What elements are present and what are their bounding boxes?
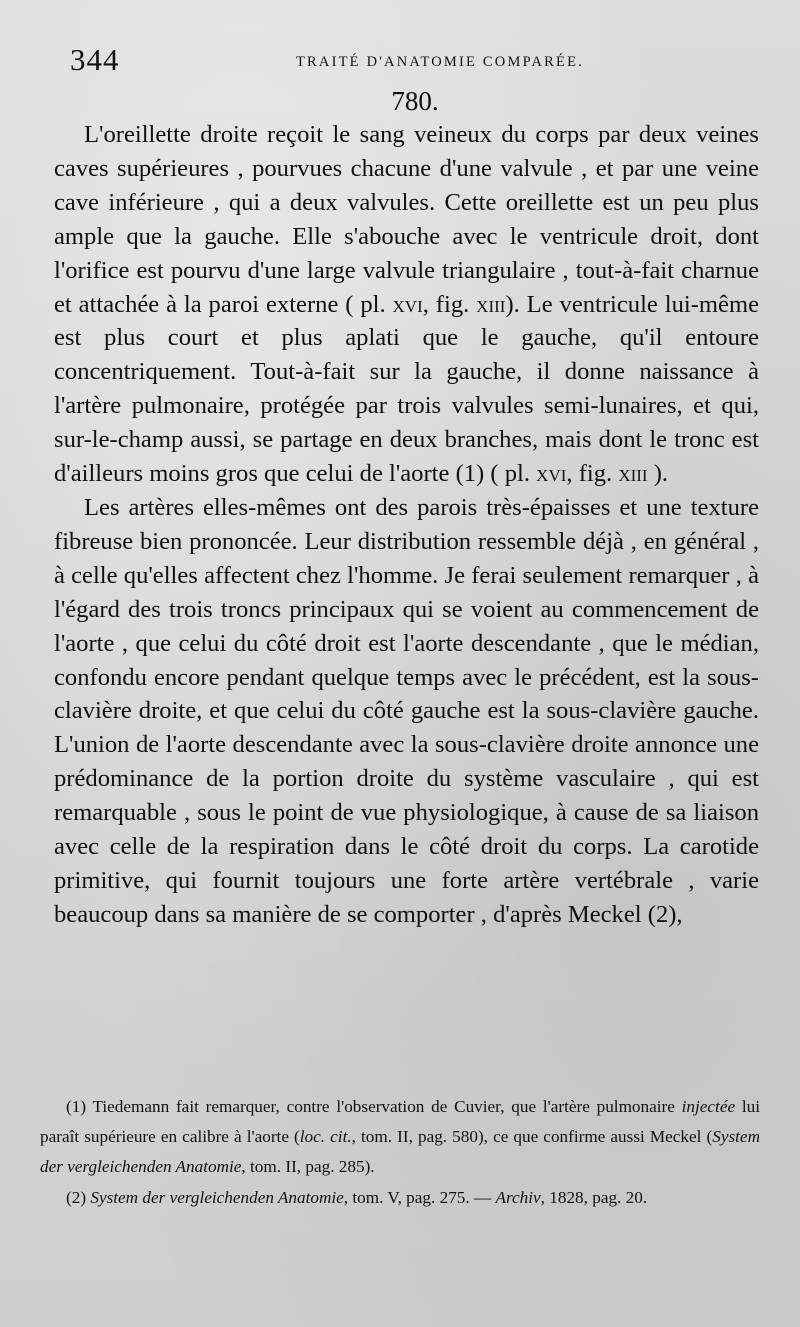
footnote-1-part-1: (1) Tiedemann fait remarquer, contre l'observation de Cuvier, que l'artère pulmonaire [66, 1097, 682, 1116]
page-header [70, 40, 770, 84]
plate-reference: xvi [392, 290, 423, 318]
footnote-2-italic-1: System der vergleichenden Anatomie [90, 1187, 344, 1207]
footnote-1-part-3: , tom. II, pag. 580), ce que confirme aussi Meckel ( [351, 1127, 713, 1147]
plate-reference: xvi [536, 460, 567, 488]
footnote-1-italic-2: loc. cit. [299, 1127, 352, 1147]
footnote-1-part-4: , tom. II, pag. 285). [241, 1157, 375, 1177]
figure-reference: xiii [476, 290, 506, 318]
footnote-2-part-2: , tom. V, pag. 275. — [343, 1187, 496, 1207]
paragraph-1-part-3: ). Le ventricule lui-même est plus court et plus aplati que le gauche, qu'il entoure concentriquement. Tout-à-fait sur la gauche, il donne naissance à l'artère pulmonaire, protégée par trois valvules semi-lunaires, et qui, sur-le-champ aussi, se partage en deux branches, mais dont le tronc est d'ailleurs moins gros que celui de l'aorte (1) ( pl. [54, 290, 759, 488]
footnote-1-italic-1: injectée [681, 1097, 736, 1116]
footnote-2-part-1: (2) [66, 1187, 91, 1207]
footnote-2-part-3: , 1828, pag. 20. [540, 1187, 648, 1207]
footnote-2 [40, 1183, 760, 1213]
footnote-1-italic-3: System der vergleichenden Anatomie [40, 1127, 760, 1177]
paragraph-1-part-2: , fig. [422, 290, 477, 318]
paragraph-1-part-5: ). [647, 460, 669, 488]
page-number: 344 [70, 42, 120, 77]
footnote-1-part-2: lui paraît supérieure en calibre à l'aorte ( [40, 1097, 760, 1147]
paragraph-1-part-4: , fig. [566, 460, 619, 488]
figure-reference: xiii [618, 460, 648, 488]
footnote-1 [40, 1092, 760, 1183]
footnote-2-italic-2: Archiv [495, 1187, 541, 1207]
paragraph-1 [54, 118, 759, 491]
body-text [54, 118, 759, 932]
paragraph-1-part-1: L'oreillette droite reçoit le sang veineux du corps par deux veines caves supérieures , pourvues chacune d'une valvule , et par une veine cave inférieure , qui a deux valvules. Cette oreillette est un peu plus ample que la gauche. Elle s'abouche avec le ventricule droit, dont l'orifice est pourvu d'une large valvule triangulaire , tout-à-fait charnue et attachée à la paroi externe ( pl. [54, 121, 759, 318]
article-number: 780. [391, 86, 439, 116]
running-title: TRAITÉ D'ANATOMIE COMPARÉE. [296, 54, 584, 70]
paragraph-2: Les artères elles-mêmes ont des parois très-épaisses et une texture fibreuse bien prononcée. Leur distribution ressemble déjà , en général , à celle qu'elles affectent chez l'homme. Je ferai seulement remarquer , à l'égard des trois troncs principaux qui se voient au commencement de l'aorte , que celui du côté droit est l'aorte descendante , que le médian, confondu encore pendant quelque temps avec le précédent, est la sous-clavière droite, et que celui du côté gauche est la sous-clavière gauche. L'union de l'aorte descendante avec la sous-clavière droite annonce une prédominance de la portion droite du système vasculaire , qui est remarquable , sous le point de vue physiologique, à cause de sa liaison avec celle de la respiration dans le côté droit du corps. La carotide primitive, qui fournit toujours une forte artère vertébrale , varie beaucoup dans sa manière de se comporter , d'après Meckel (2), [54, 493, 759, 928]
footnotes [40, 1092, 760, 1213]
